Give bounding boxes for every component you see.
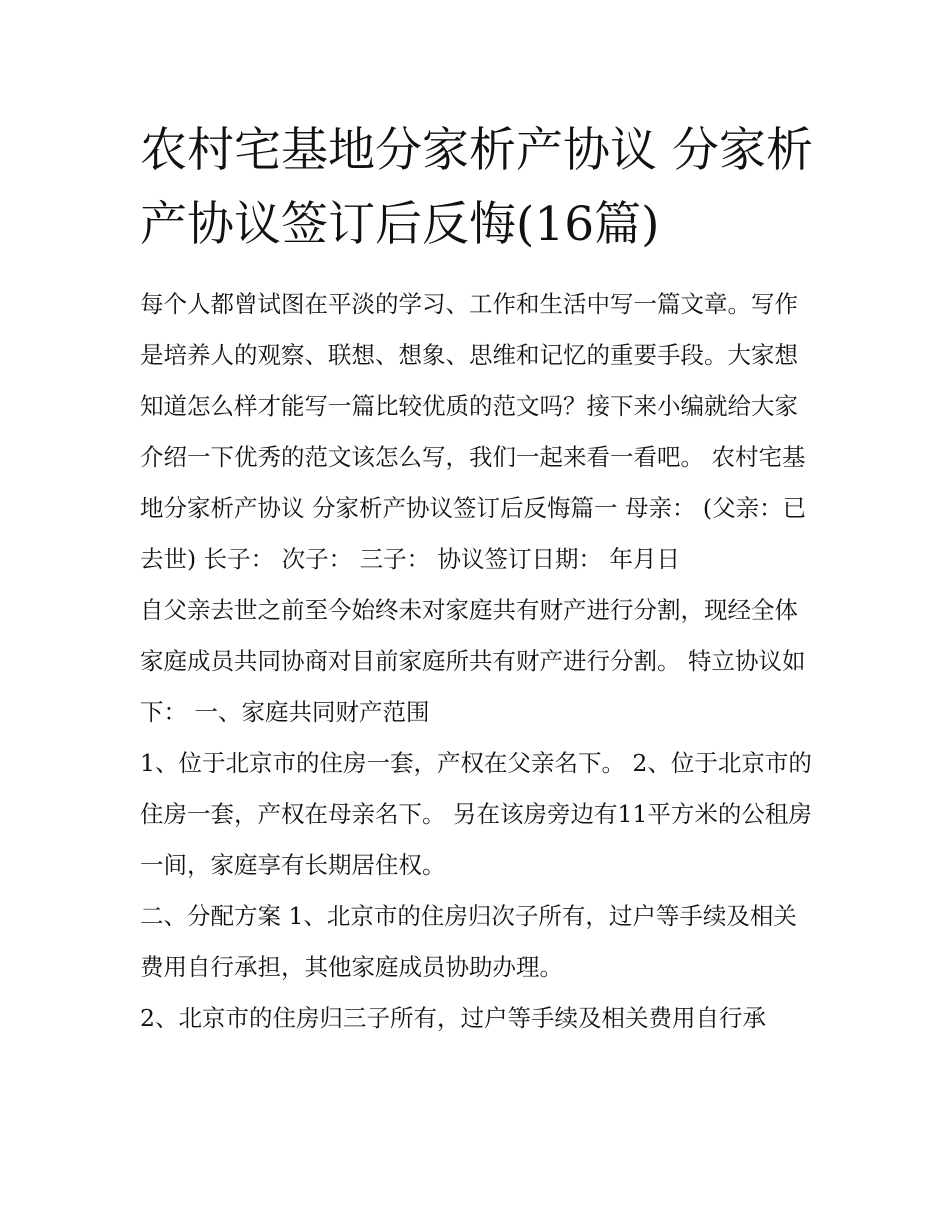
paragraph-distribution-item-2: 2、北京市的住房归三子所有，过户等手续及相关费用自行承 (140, 1004, 766, 1032)
paragraph-property-scope: 1、位于北京市的住房一套，产权在父亲名下。 2、位于北京市的住房一套，产权在母亲名下。 另在该房旁边有11平方米的公租房一间，家庭享有长期居住权。 (140, 749, 812, 879)
document-title: 农村宅基地分家析产协议 分家析产协议签订后反悔(16篇) (140, 123, 813, 252)
paragraph-intro: 每个人都曾试图在平淡的学习、工作和生活中写一篇文章。写作是培养人的观察、联想、想象、思维和记忆的重要手段。大家想知道怎么样才能写一篇比较优质的范文吗？接下来小编就给大家介绍一下优秀的范文该怎么写，我们一起来看一看吧。 农村宅基地分家析产协议 分家析产协议签订后反悔篇一 母亲： (父亲：已去世) 长子： 次子： 三子： 协议签订日期： 年月日 (140, 290, 807, 573)
document-body (140, 279, 820, 1044)
paragraph-distribution-plan: 二、分配方案 1、北京市的住房归次子所有，过户等手续及相关费用自行承担，其他家庭成员协助办理。 (140, 902, 797, 981)
paragraph-preamble: 自父亲去世之前至今始终未对家庭共有财产进行分割，现经全体家庭成员共同协商对目前家庭所共有财产进行分割。 特立协议如下： 一、家庭共同财产范围 (140, 596, 806, 726)
